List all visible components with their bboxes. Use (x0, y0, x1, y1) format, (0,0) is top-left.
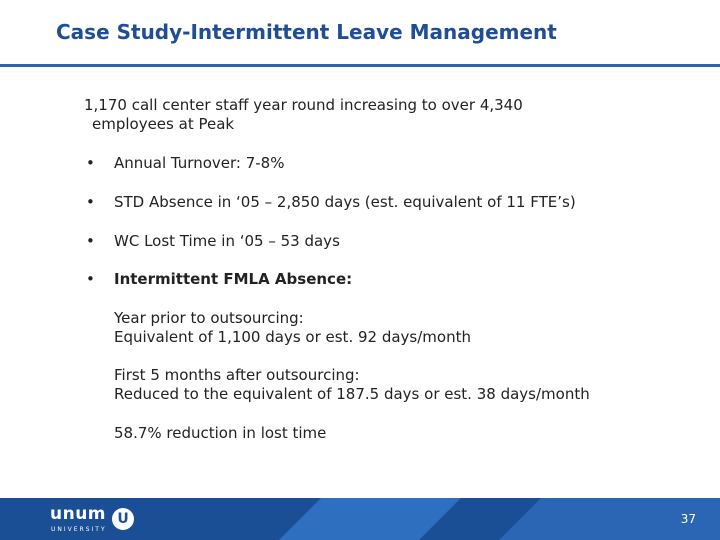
intro-line-1: 1,170 call center staff year round increasing to over 4,340 (84, 96, 523, 114)
bullet-marker: • (86, 154, 95, 172)
bullet-marker: • (86, 232, 95, 250)
fmla-after-heading: First 5 months after outsourcing: (114, 366, 360, 384)
footer-bar (0, 498, 720, 540)
logo-badge-icon: U (112, 508, 134, 530)
bullet-fmla-absence: Intermittent FMLA Absence: (114, 270, 353, 288)
bullet-std-absence: STD Absence in ‘05 – 2,850 days (est. equivalent of 11 FTE’s) (114, 193, 576, 211)
fmla-prior-heading: Year prior to outsourcing: (114, 309, 304, 327)
page-number: 37 (680, 512, 696, 526)
unum-university-logo (50, 502, 140, 536)
intro-text (84, 96, 604, 134)
fmla-prior-value: Equivalent of 1,100 days or est. 92 days/month (114, 328, 471, 346)
fmla-after-value: Reduced to the equivalent of 187.5 days or est. 38 days/month (114, 385, 590, 403)
slide-title: Case Study-Intermittent Leave Management (56, 20, 557, 44)
logo-wordmark: unum (50, 504, 107, 524)
bullet-annual-turnover: Annual Turnover: 7-8% (114, 154, 285, 172)
footer-stripe (279, 498, 461, 540)
intro-line-2: employees at Peak (92, 115, 235, 133)
bullet-wc-lost-time: WC Lost Time in ‘05 – 53 days (114, 232, 340, 250)
bullet-marker: • (86, 193, 95, 211)
fmla-reduction: 58.7% reduction in lost time (114, 424, 327, 442)
logo-subtitle: UNIVERSITY (51, 526, 107, 533)
title-divider (0, 64, 720, 67)
bullet-marker: • (86, 270, 95, 288)
